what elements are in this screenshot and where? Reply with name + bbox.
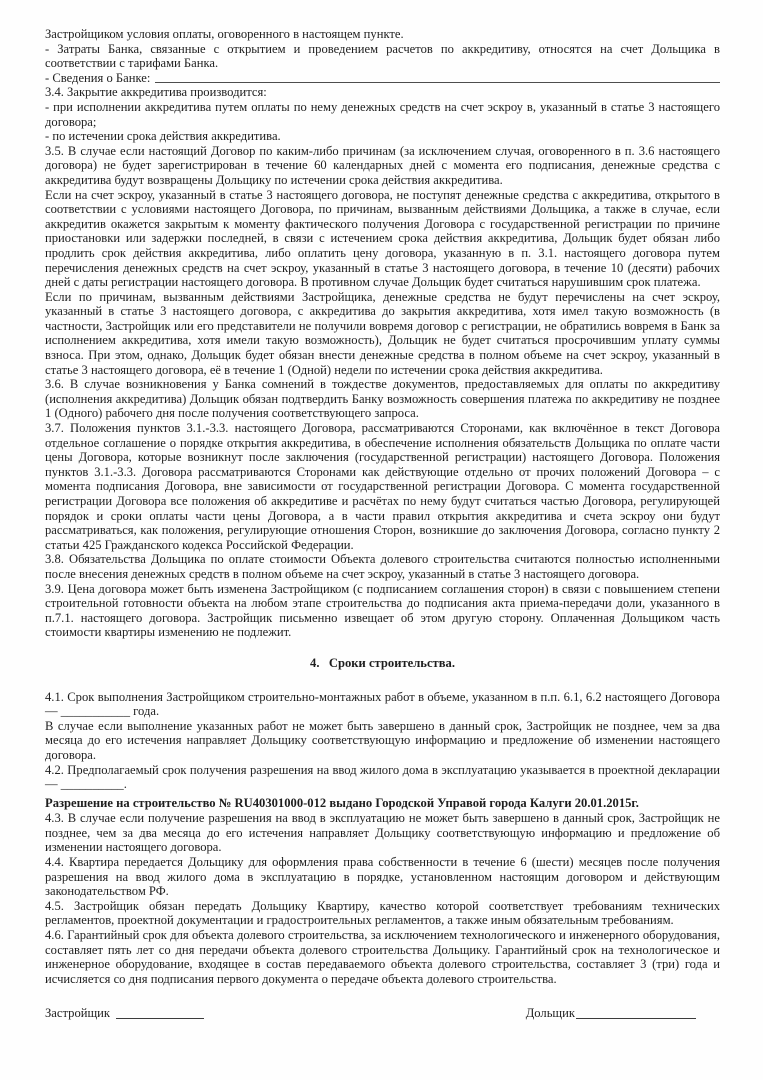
paragraph-4-6: 4.6. Гарантийный срок для объекта долевого строительства, за исключением технологического и инженерного оборудования, составляет пять лет со дня передачи объекта долевого строительства Дольщику. Гарантийный срок на технологическое и инженерное оборудование, входящее в состав передаваемого объекта долевого строительства, составляет 3 (три) года и исчисляется со дня подписания первого документа о передаче объекта долевого строительства. [45, 928, 720, 986]
paragraph-3-4-item-1: - при исполнении аккредитива путем оплаты по нему денежных средств на счет эскроу в, указанный в статье 3 настоящего договора; [45, 99, 720, 129]
participant-signature [526, 1006, 696, 1021]
developer-signature-label: Застройщик [45, 1006, 111, 1021]
bank-details-label: - Сведения о Банке: [45, 70, 151, 85]
participant-signature-line [576, 1017, 696, 1019]
paragraph-payment-conditions: Застройщиком условия оплаты, оговоренного в настоящем пункте. [45, 27, 404, 41]
paragraph-3-9: 3.9. Цена договора может быть изменена Застройщиком (с подписанием соглашения сторон) в связи с повышением степени строительной готовности объекта на любом этапе строительства до подписания акта приема-передачи доли, указанного в п.7.1. настоящего договора. Застройщик письменно извещает об этом другую сторону. Оплаченная Дольщиком часть стоимости квартиры изменению не подлежит. [45, 581, 720, 640]
section-heading-construction-terms: 4. Сроки строительства. [310, 655, 455, 670]
paragraph-4-3: 4.3. В случае если получение разрешения на ввод в эксплуатацию не может быть завершено в данный срок, Застройщик не позднее, чем за два месяца до его истечения направляет Дольщику соответствующую информацию и предложение об изменении настоящего договора. [45, 811, 720, 855]
developer-signature [45, 1006, 204, 1021]
signature-row [45, 1006, 720, 1021]
participant-signature-label: Дольщик [525, 1006, 575, 1021]
developer-signature-line [116, 1017, 204, 1019]
paragraph-3-5-escrow: Если на счет эскроу, указанный в статье 3 настоящего договора, не поступят денежные средства с аккредитива, открытого в соответствии с условиями настоящего Договора, по причинам, вызванным действиями Дольщика, а также в случае, если аккредитив окажется закрытым к моменту фактического получения Договора с государственной регистрации по причине приостановки или задержки последней, в связи с истечением срока действия аккредитива, Дольщик будет обязан либо продлить срок действия аккредитива, либо оплатить цену договора, указанную в п. 3.1. настоящего договора путем перечисления денежных средств на счет эскроу, указанный в статье 3 настоящего договора, в течение 10 (десяти) рабочих дней с даты регистрации настоящего договора. В противном случае Дольщик будет считаться нарушившим срок платежа. [45, 187, 720, 290]
construction-permit-line: Разрешение на строительство № RU40301000-012 выдано Городской Управой города Калуги 20.01.2015г. [45, 795, 639, 810]
paragraph-4-4: 4.4. Квартира передается Дольщику для оформления права собственности в течение 6 (шести) месяцев после получения разрешения на ввод жилого дома в эксплуатацию в порядке, установленном настоящим договором и действующим законодательством РФ. [45, 855, 720, 899]
paragraph-3-8: 3.8. Обязательства Дольщика по оплате стоимости Объекта долевого строительства считаются полностью исполненными после внесения денежных средств в полном объеме на счет эскроу, указанный в статье 3 настоящего договора. [45, 552, 720, 581]
paragraph-3-4-item-2: - по истечении срока действия аккредитива. [45, 129, 281, 144]
bank-details-blank-line [155, 81, 720, 83]
paragraph-3-4: 3.4. Закрытие аккредитива производится: [45, 85, 267, 100]
paragraph-4-5: 4.5. Застройщик обязан передать Дольщику Квартиру, качество которой соответствует требованиям технических регламентов, проектной документации и градостроительных регламентов, а также иным обязательным требованиям. [45, 898, 720, 928]
paragraph-4-1-continuation: В случае если выполнение указанных работ не может быть завершено в данный срок, Застройщик не позднее, чем за два месяца до его истечения направляет Дольщику соответствующую информацию и предложение об изменении настоящего договора. [45, 718, 720, 762]
paragraph-4-2: 4.2. Предполагаемый срок получения разрешения на ввод жилого дома в эксплуатацию указывается в проектной декларации — __________. [45, 762, 720, 792]
paragraph-3-6: 3.6. В случае возникновения у Банка сомнений в тождестве документов, предоставляемых для оплаты по аккредитиву (исполнения аккредитива) Дольщик обязан подтвердить Банку возможность совершения платежа по аккредитиву не позднее 1 (Одного) рабочего дня после получения соответствующего запроса. [45, 377, 720, 421]
bank-details-line [45, 71, 720, 86]
paragraph-bank-expenses: - Затраты Банка, связанные с открытием и проведением расчетов по аккредитиву, относятся на счет Дольщика в соответствии с тарифами Банка. [45, 41, 720, 71]
paragraph-4-1: 4.1. Срок выполнения Застройщиком строительно-монтажных работ в объеме, указанном в п.п. 6.1, 6.2 настоящего Договора — ___________ года. [45, 689, 720, 719]
paragraph-3-7: 3.7. Положения пунктов 3.1.-3.3. настоящего Договора, рассматриваются Сторонами, как включённое в текст Договора отдельное соглашение о порядке открытия аккредитива, в обеспечение исполнения обязательств Дольщика по оплате части цены Договора, которые возникнут после заключения (государственной регистрации) настоящего Договора. Положения пунктов 3.1.-3.3. Договора рассматриваются Сторонами как действующие отдельно от прочих положений Договора – с момента подписания Договора, вне зависимости от государственной регистрации Договора. С момента государственной регистрации Договора все положения об аккредитиве и расчётах по нему будут считаться частью Договора, регулирующей порядок и сроки оплаты части цены Договора, а в части правил открытия аккредитива и счета эскроу они будут рассматриваться, как положения, регулирующие отношения Сторон, возникшие до заключения Договора, согласно пункту 2 статьи 425 Гражданского кодекса Российской Федерации. [45, 421, 720, 552]
paragraph-3-5-developer-fault: Если по причинам, вызванным действиями Застройщика, денежные средства не будут перечислены на счет эскроу, указанный в статье 3 настоящего договора, с аккредитива до закрытия аккредитива, хотя имел такую возможность (в частности, Застройщик или его представители не получили вовремя договор с регистрации, не обратились вовремя в Банк за исполнением аккредитива, хотя имели такую возможность), Дольщик не будет считаться просрочившим уплату суммы взноса. При этом, однако, Дольщик будет обязан внести денежные средства в полном объеме на счет эскроу, указанный в статье 3 настоящего договора, её в течение 1 (Одной) недели по истечении срока действия аккредитива. [45, 289, 720, 377]
paragraph-3-5: 3.5. В случае если настоящий Договор по каким-либо причинам (за исключением случая, оговоренного в п. 3.6 настоящего договора) не будет зарегистрирован в течение 60 календарных дней с момента его подписания, денежные средства с аккредитива будут возвращены Дольщику по истечении срока действия аккредитива. [45, 143, 720, 187]
